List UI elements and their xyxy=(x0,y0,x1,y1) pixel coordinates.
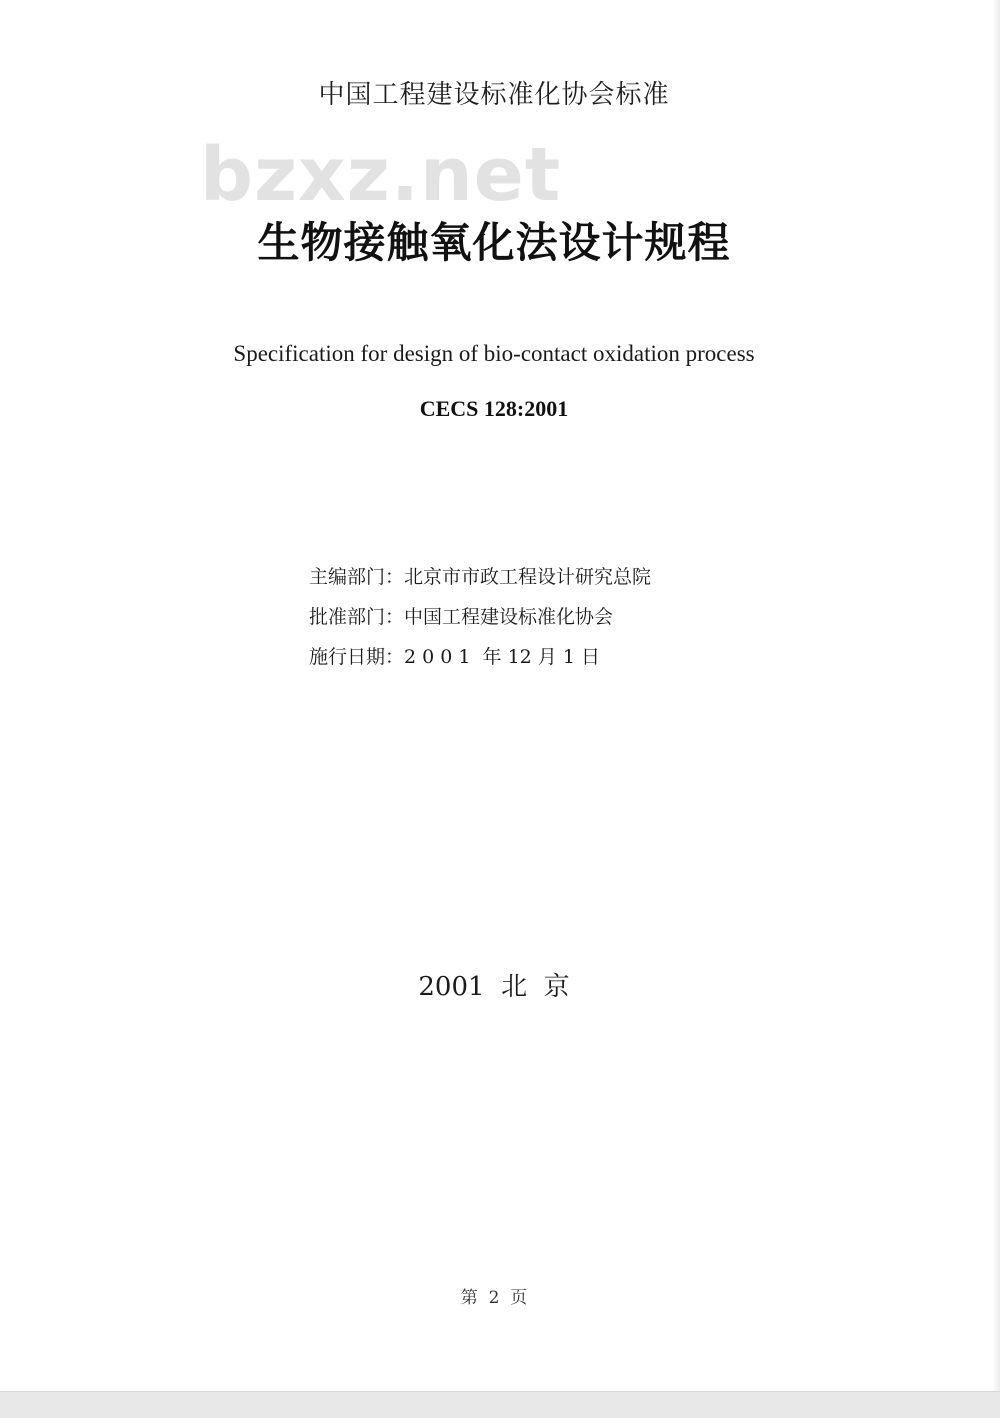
approval-department: 批准部门：中国工程建设标准化协会 xyxy=(309,606,614,628)
page-number: 第 2 页 xyxy=(460,1288,528,1308)
publication-year-place: 2001 北 京 xyxy=(418,972,570,1002)
editor-department: 主编部门：北京市市政工程设计研究总院 xyxy=(309,566,652,588)
page-right-edge-shadow xyxy=(992,0,1000,1418)
standard-code: CECS 128:2001 xyxy=(419,396,569,421)
effective-date: 施行日期：2 0 0 1 年 12 月 1 日 xyxy=(309,646,600,668)
document-title-chinese: 生物接触氧化法设计规程 xyxy=(257,218,731,267)
organization-standard-header: 中国工程建设标准化协会标准 xyxy=(318,80,670,110)
viewer-bottom-bar xyxy=(0,1391,1000,1418)
watermark-logo: bzxz.net xyxy=(200,132,562,218)
document-title-english: Specification for design of bio-contact oxidation process xyxy=(233,341,755,366)
